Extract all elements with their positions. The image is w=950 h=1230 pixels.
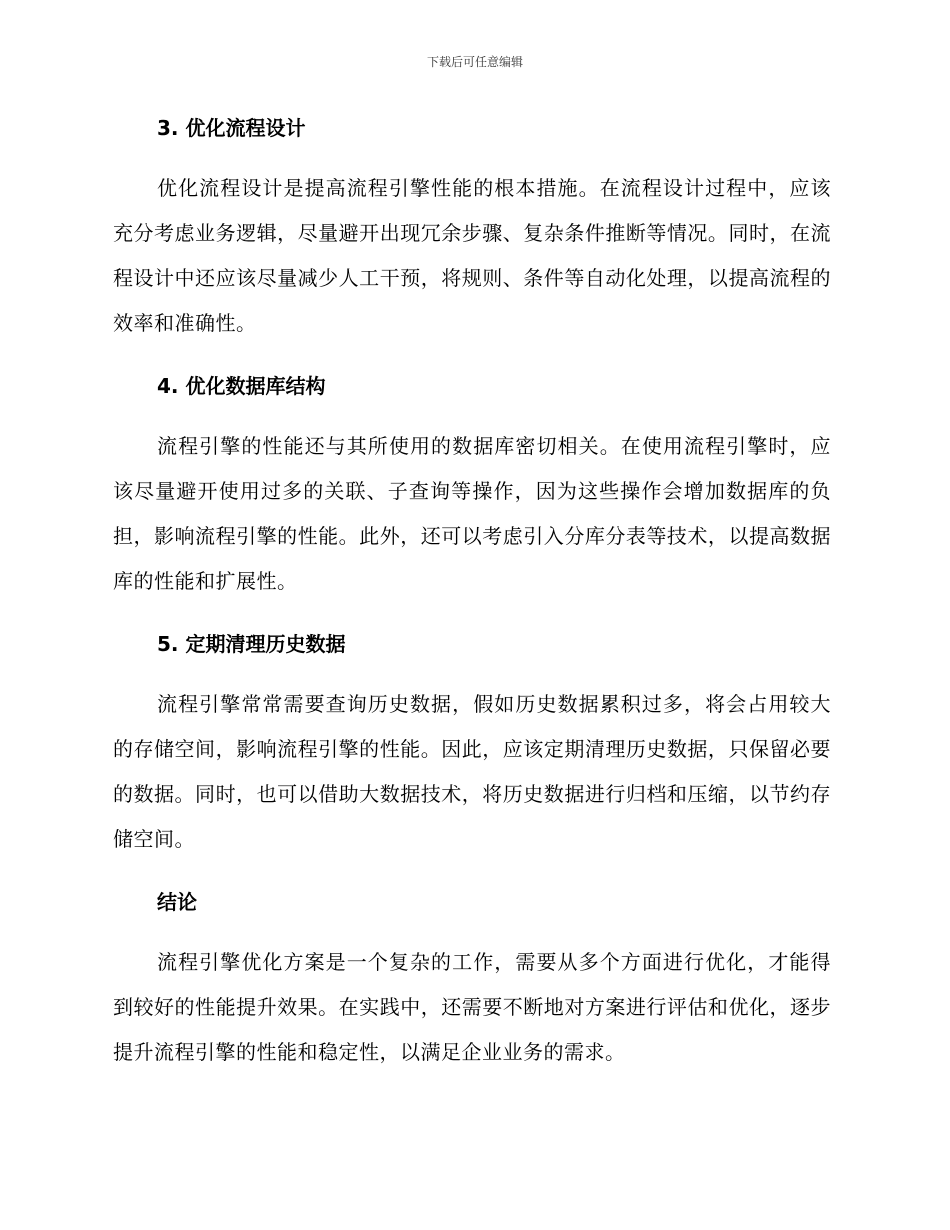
section-paragraph: 优化流程设计是提高流程引擎性能的根本措施。在流程设计过程中，应该充分考虑业务逻辑，尽量避开出现冗余步骤、复杂条件推断等情况。同时，在流程设计中还应该尽量减少人工干预，将规则、条件等自动化处理，以提高流程的效率和准确性。: [113, 176, 831, 335]
section-heading: 3. 优化流程设计: [157, 116, 306, 140]
section-heading: 5. 定期清理历史数据: [157, 632, 346, 656]
document-body: [113, 112, 831, 1075]
section-paragraph: 流程引擎的性能还与其所使用的数据库密切相关。在使用流程引擎时，应该尽量避开使用过多的关联、子查询等操作，因为这些操作会增加数据库的负担，影响流程引擎的性能。此外，还可以考虑引入分库分表等技术，以提高数据库的性能和扩展性。: [113, 434, 831, 593]
page-header: 下载后可任意编辑: [426, 55, 523, 69]
section-heading: 4. 优化数据库结构: [157, 374, 326, 398]
section-heading: 结论: [157, 890, 197, 914]
section-paragraph: 流程引擎常常需要查询历史数据，假如历史数据累积过多，将会占用较大的存储空间，影响流程引擎的性能。因此，应该定期清理历史数据，只保留必要的数据。同时，也可以借助大数据技术，将历史数据进行归档和压缩，以节约存储空间。: [113, 692, 831, 851]
section-conclusion: [113, 886, 831, 1075]
section-optimize-process-design: [113, 112, 831, 370]
section-paragraph: 流程引擎优化方案是一个复杂的工作，需要从多个方面进行优化，才能得到较好的性能提升效果。在实践中，还需要不断地对方案进行评估和优化，逐步提升流程引擎的性能和稳定性，以满足企业业务的需求。: [113, 950, 831, 1064]
section-clean-history-data: [113, 628, 831, 886]
section-optimize-database-structure: [113, 370, 831, 628]
